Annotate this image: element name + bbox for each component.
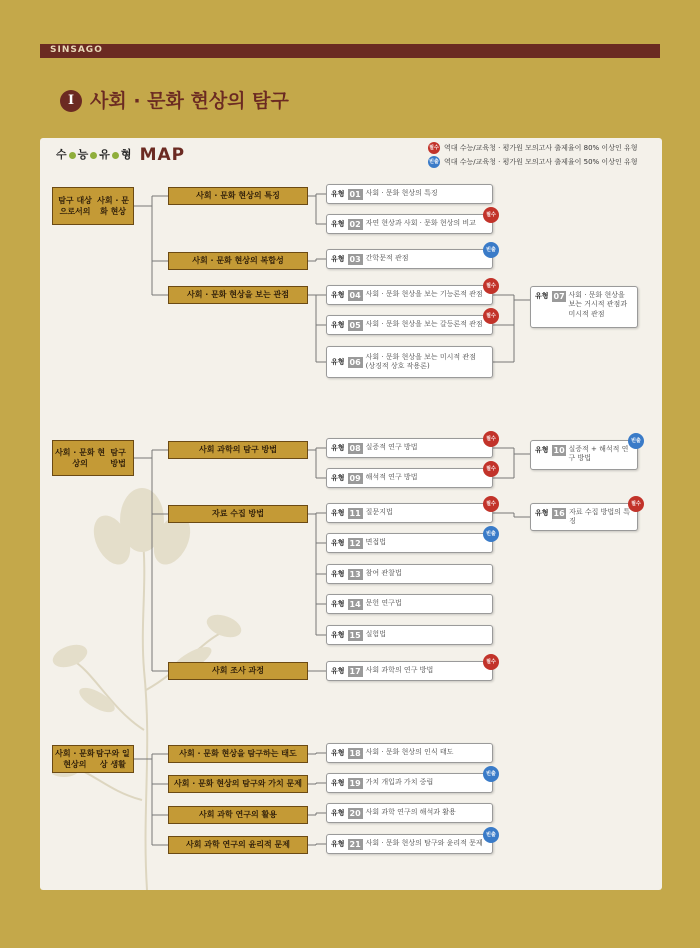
legend-pilsu-text: 역대 수능/교육청 · 평가원 모의고사 출제율이 80% 이상인 유형 — [444, 144, 638, 152]
type-box[interactable] — [326, 659, 496, 681]
bincheol-badge-icon: 빈출 — [483, 526, 499, 542]
type-description: 자연 현상과 사회 · 문화 현상의 비교 — [365, 219, 476, 228]
section-box — [52, 187, 134, 225]
type-box[interactable] — [326, 625, 493, 645]
pilsu-badge-icon: 필수 — [483, 308, 499, 324]
subtopic-box: 사회 · 문화 현상의 탐구와 가치 문제 — [168, 775, 308, 793]
subtopic-box: 사회 과학 연구의 활용 — [168, 806, 308, 824]
type-prefix: 유형 — [331, 358, 345, 366]
type-number: 19 — [349, 778, 361, 788]
pilsu-badge-icon: 필수 — [483, 496, 499, 512]
type-number: 09 — [349, 473, 361, 483]
type-number: 17 — [349, 666, 361, 676]
type-box[interactable] — [326, 501, 496, 523]
type-description: 간학문적 관점 — [365, 254, 409, 263]
bincheol-badge-icon: 빈출 — [628, 433, 644, 449]
type-number: 14 — [349, 599, 361, 609]
subtopic-box: 사회 조사 과정 — [168, 662, 308, 680]
type-description: 질문지법 — [365, 508, 393, 517]
bincheol-badge-icon: 빈출 — [483, 827, 499, 843]
type-prefix: 유형 — [331, 190, 345, 198]
type-number: 16 — [553, 509, 565, 518]
section-box — [52, 440, 134, 476]
type-box[interactable] — [326, 283, 496, 305]
section-box — [52, 745, 134, 773]
type-description: 실험법 — [365, 630, 386, 639]
type-prefix: 유형 — [535, 292, 549, 300]
type-number: 21 — [349, 839, 361, 849]
map-title-char: 수 — [56, 148, 67, 161]
type-prefix: 유형 — [331, 779, 345, 787]
type-description: 사회 과학 연구의 해석과 활용 — [365, 808, 456, 817]
type-box[interactable] — [326, 832, 496, 854]
type-box[interactable] — [530, 501, 641, 531]
section-label-line: 사회 · 문화 현상의 — [55, 748, 95, 769]
type-number: 13 — [349, 569, 361, 579]
type-description: 참여 관찰법 — [365, 569, 402, 578]
type-box[interactable] — [326, 313, 496, 335]
type-prefix: 유형 — [331, 255, 345, 263]
type-prefix: 유형 — [331, 600, 345, 608]
type-description: 사회 · 문화 현상을 보는 거시적 관점과 미시적 관점 — [568, 291, 628, 318]
pilsu-badge-icon: 필수 — [428, 142, 440, 154]
pilsu-badge-icon: 필수 — [483, 461, 499, 477]
type-description: 실증적 연구 방법 — [365, 443, 418, 452]
section-label-line: 탐구와 일상 생활 — [96, 748, 130, 769]
type-description: 문헌 연구법 — [365, 599, 402, 608]
type-box[interactable] — [326, 184, 493, 204]
type-number: 20 — [349, 808, 361, 818]
type-description: 사회 · 문화 현상의 특징 — [365, 189, 438, 198]
type-prefix: 유형 — [331, 321, 345, 329]
legend-bincheol-text: 역대 수능/교육청 · 평가원 모의고사 출제율이 50% 이상인 유형 — [444, 158, 638, 166]
type-prefix: 유형 — [331, 509, 345, 517]
type-description: 실증적 + 해석적 연구 방법 — [568, 445, 629, 463]
subtopic-box: 자료 수집 방법 — [168, 505, 308, 523]
type-description: 사회 · 문화 현상의 인식 태도 — [365, 748, 454, 757]
subtopic-box: 사회 · 문화 현상을 탐구하는 태도 — [168, 745, 308, 763]
type-description: 가치 개입과 가치 중립 — [365, 778, 434, 787]
bincheol-badge-icon: 빈출 — [428, 156, 440, 168]
section-label-line: 탐구 대상으로서의 — [58, 195, 92, 216]
subtopic-box: 사회 · 문화 현상을 보는 관점 — [168, 286, 308, 304]
type-description: 사회 · 문화 현상의 탐구와 윤리적 문제 — [365, 839, 483, 848]
type-number: 01 — [349, 189, 361, 199]
type-box[interactable] — [326, 247, 496, 269]
type-box[interactable] — [326, 771, 496, 793]
map-title-big: MAP — [139, 145, 186, 165]
type-prefix: 유형 — [331, 631, 345, 639]
subtopic-box: 사회 · 문화 현상의 특징 — [168, 187, 308, 205]
type-number: 08 — [349, 443, 361, 453]
type-number: 06 — [349, 357, 361, 367]
brand-label: SINSAGO — [50, 45, 103, 55]
pilsu-badge-icon: 필수 — [483, 207, 499, 223]
pilsu-badge-icon: 필수 — [628, 496, 644, 512]
bincheol-badge-icon: 빈출 — [483, 242, 499, 258]
type-description: 사회 · 문화 현상을 보는 갈등론적 관점 — [365, 320, 483, 329]
type-prefix: 유형 — [331, 749, 345, 757]
type-prefix: 유형 — [331, 667, 345, 675]
type-number: 15 — [349, 630, 361, 640]
type-prefix: 유형 — [331, 570, 345, 578]
type-number: 05 — [349, 320, 361, 330]
type-box[interactable] — [326, 531, 496, 553]
type-prefix: 유형 — [535, 509, 549, 517]
type-description: 자료 수집 방법의 특징 — [569, 508, 630, 526]
type-prefix: 유형 — [331, 474, 345, 482]
type-prefix: 유형 — [331, 291, 345, 299]
map-title-char: 유 — [99, 148, 110, 161]
type-prefix: 유형 — [331, 220, 345, 228]
type-number: 12 — [349, 538, 361, 548]
type-number: 04 — [349, 290, 361, 300]
type-description: 면접법 — [365, 538, 386, 547]
type-box[interactable] — [326, 594, 493, 614]
type-box[interactable] — [326, 466, 496, 488]
type-box[interactable] — [326, 743, 493, 763]
section-label-line: 사회 · 문화 현상 — [97, 195, 129, 216]
pilsu-badge-icon: 필수 — [483, 654, 499, 670]
type-box[interactable] — [326, 564, 493, 584]
type-number: 10 — [553, 446, 565, 455]
subtopic-box: 사회 과학의 탐구 방법 — [168, 441, 308, 459]
pilsu-badge-icon: 필수 — [483, 278, 499, 294]
type-prefix: 유형 — [331, 539, 345, 547]
type-box[interactable] — [326, 346, 493, 378]
section-label-line: 사회 · 문화 현상의 — [55, 447, 106, 468]
type-box[interactable] — [326, 436, 496, 458]
type-number: 11 — [349, 508, 361, 518]
type-box[interactable] — [326, 212, 496, 234]
type-prefix: 유형 — [535, 446, 549, 454]
type-description: 사회 · 문화 현상을 보는 미시적 관점 (상징적 상호 작용론) — [365, 352, 476, 370]
type-box[interactable] — [530, 286, 638, 328]
subtopic-box: 사회 과학 연구의 윤리적 문제 — [168, 836, 308, 854]
map-title-char: 능 — [77, 148, 89, 161]
type-prefix: 유형 — [331, 840, 345, 848]
type-box[interactable] — [326, 803, 493, 823]
type-description: 해석적 연구 방법 — [365, 473, 418, 482]
chapter-title: 사회 · 문화 현상의 탐구 — [90, 90, 289, 112]
type-number: 03 — [349, 254, 361, 264]
type-prefix: 유형 — [331, 809, 345, 817]
map-title-char: 형 — [120, 148, 132, 161]
type-number: 02 — [349, 219, 361, 229]
subtopic-box: 사회 · 문화 현상의 복합성 — [168, 252, 308, 270]
type-description: 사회 · 문화 현상을 보는 기능론적 관점 — [365, 290, 483, 299]
type-number: 07 — [553, 292, 565, 301]
section-label-line: 탐구 방법 — [110, 447, 126, 468]
type-prefix: 유형 — [331, 444, 345, 452]
pilsu-badge-icon: 필수 — [483, 431, 499, 447]
type-description: 사회 과학의 연구 방법 — [365, 666, 434, 675]
type-number: 18 — [349, 748, 361, 758]
type-box[interactable] — [530, 438, 641, 470]
chapter-number: I — [60, 90, 82, 112]
bincheol-badge-icon: 빈출 — [483, 766, 499, 782]
